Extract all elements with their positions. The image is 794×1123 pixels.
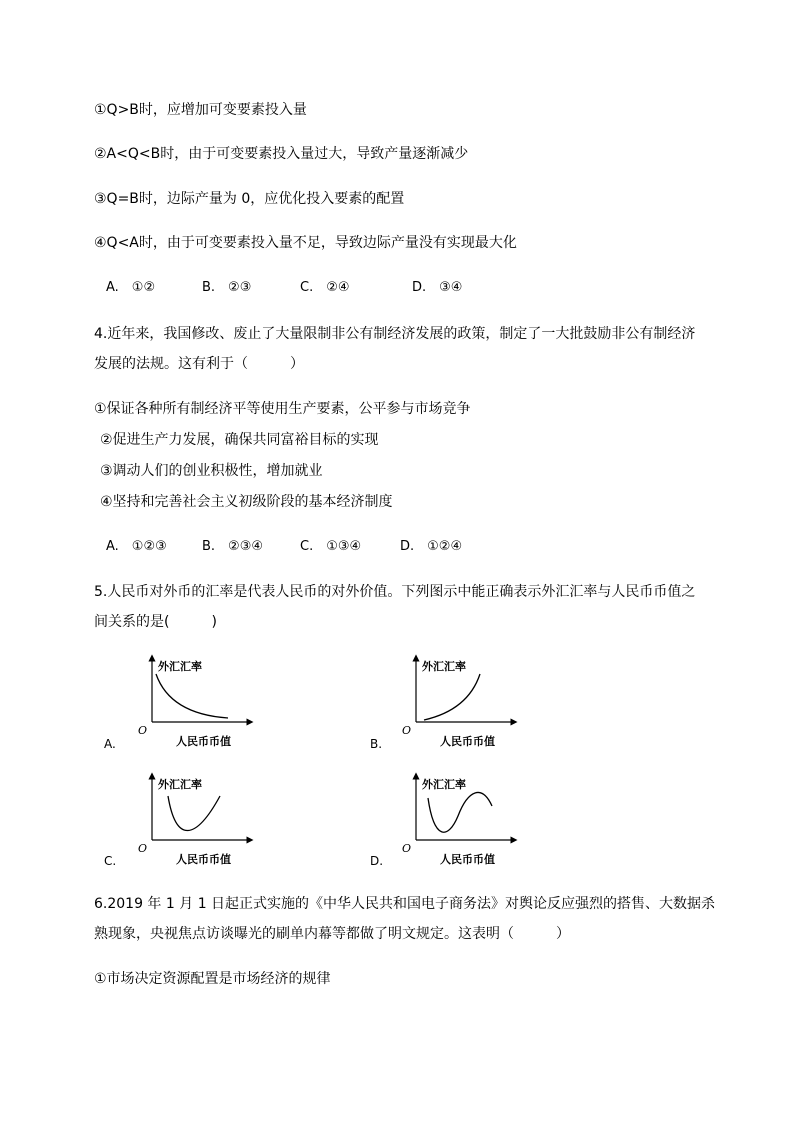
q4-options: [106, 537, 526, 557]
graph-a-y-label: 外汇汇率: [158, 660, 202, 673]
graph-a-label: A.: [104, 737, 116, 751]
q3-option-a: A. ①②: [106, 280, 156, 295]
q3-options: [106, 278, 526, 298]
q6-stem-line-2: 熟现象，央视焦点访谈曝光的刷单内幕等都做了明文规定。这表明（ ）: [94, 926, 570, 942]
graph-d-curve: [428, 793, 492, 833]
graph-b: [396, 652, 521, 752]
graph-b-label: B.: [370, 737, 383, 751]
q3-option-d: D. ③④: [412, 280, 463, 295]
q3-item-2: ②A<Q<B时，由于可变要素投入量过大，导致产量逐渐减少: [94, 146, 469, 162]
q3-item-3: ③Q=B时，边际产量为 0，应优化投入要素的配置: [94, 191, 405, 207]
q4-option-a: A. ①②③: [106, 539, 167, 554]
graph-a-curve: [156, 674, 228, 718]
graph-c-x-label: 人民币币值: [176, 853, 231, 866]
q4-item-4: ④坚持和完善社会主义初级阶段的基本经济制度: [100, 494, 393, 510]
graph-b-origin: O: [402, 724, 412, 737]
q6-item-1: ①市场决定资源配置是市场经济的规律: [94, 971, 331, 987]
q5-stem-line-1: 5.人民币对外币的汇率是代表人民币的对外价值。下列图示中能正确表示外汇汇率与人民币币值之: [94, 584, 696, 600]
graph-c-origin: O: [138, 842, 148, 855]
graph-b-curve: [424, 674, 480, 720]
graph-b-x-label: 人民币币值: [440, 735, 495, 748]
graph-c-curve: [168, 796, 220, 831]
graph-d-y-label: 外汇汇率: [422, 778, 466, 791]
q4-item-2: ②促进生产力发展，确保共同富裕目标的实现: [100, 432, 379, 448]
graph-d-origin: O: [402, 842, 412, 855]
graph-c-label: C.: [104, 854, 117, 868]
q4-stem-line-1: 4.近年来，我国修改、废止了大量限制非公有制经济发展的政策，制定了一大批鼓励非公有制经济: [94, 326, 696, 342]
q3-item-1: ①Q>B时，应增加可变要素投入量: [94, 102, 307, 118]
graph-b-y-label: 外汇汇率: [422, 660, 466, 673]
q3-option-b: B. ②③: [202, 280, 252, 295]
q4-option-d: D. ①②④: [400, 539, 463, 554]
graph-c: [132, 770, 257, 870]
q4-stem-line-2: 发展的法规。这有利于（ ）: [94, 356, 304, 372]
q4-option-b: B. ②③④: [202, 539, 264, 554]
q4-option-c: C. ①③④: [300, 539, 362, 554]
graph-a-origin: O: [138, 724, 148, 737]
graph-d-label: D.: [370, 854, 384, 868]
graph-c-y-label: 外汇汇率: [158, 778, 202, 791]
q3-option-c: C. ②④: [300, 280, 350, 295]
q4-item-1: ①保证各种所有制经济平等使用生产要素，公平参与市场竞争: [94, 401, 471, 417]
q3-item-4: ④Q<A时，由于可变要素投入量不足，导致边际产量没有实现最大化: [94, 235, 517, 251]
graph-a: [132, 652, 257, 752]
q6-stem-line-1: 6.2019 年 1 月 1 日起正式实施的《中华人民共和国电子商务法》对舆论反应强烈的搭售、大数据杀: [94, 896, 716, 912]
graph-a-x-label: 人民币币值: [176, 735, 231, 748]
q5-stem-line-2: 间关系的是( ): [94, 614, 217, 630]
q4-item-3: ③调动人们的创业积极性，增加就业: [100, 463, 323, 479]
graph-d-x-label: 人民币币值: [440, 853, 495, 866]
graph-d: [396, 770, 521, 870]
